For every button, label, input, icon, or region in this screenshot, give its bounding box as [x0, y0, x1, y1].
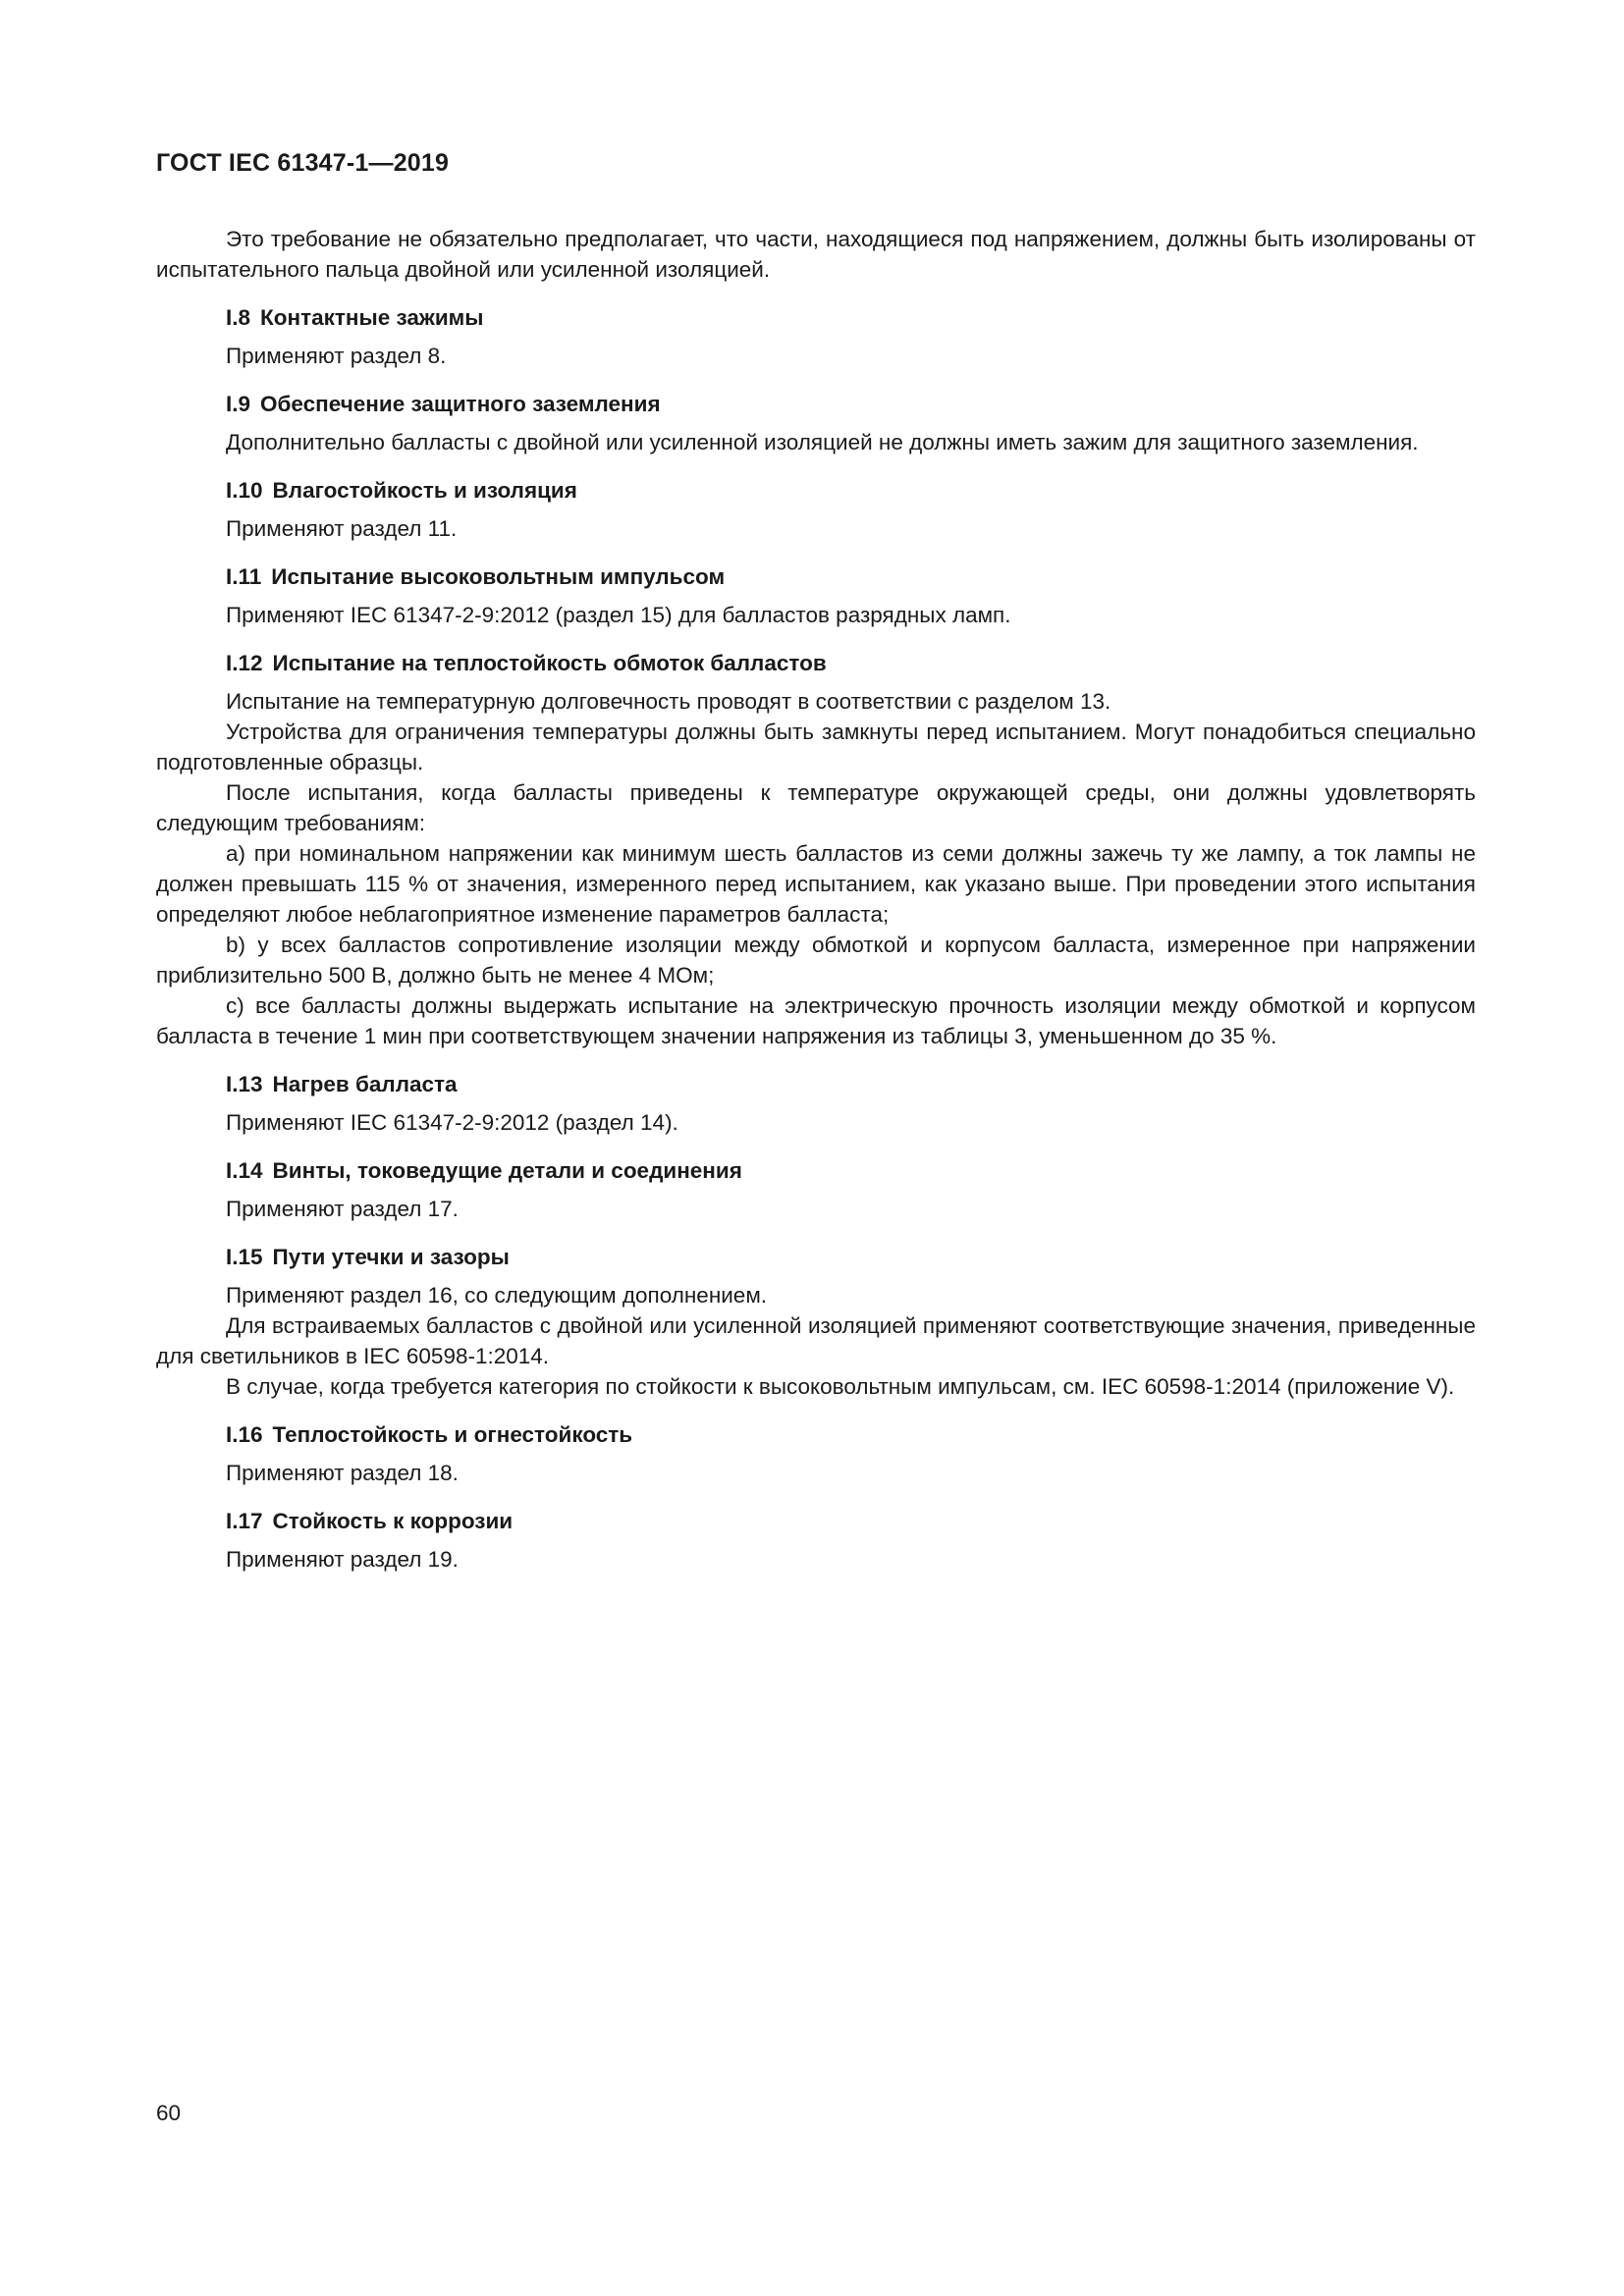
section-number: I.12	[226, 651, 263, 675]
document-body	[156, 224, 1476, 1575]
section-title: Нагрев балласта	[272, 1072, 458, 1096]
section-title: Теплостойкость и огнестойкость	[272, 1422, 633, 1447]
section-paragraph: Применяют IEC 61347-2-9:2012 (раздел 15) для балластов разрядных ламп.	[226, 603, 1011, 627]
section-heading	[156, 1506, 1476, 1536]
section-number: I.15	[226, 1245, 263, 1269]
intro-paragraph: Это требование не обязательно предполагает, что части, находящиеся под напряжением, должны быть изолированы от испытательного пальца двойной или усиленной изоляцией.	[156, 227, 1476, 282]
section-paragraph: b) у всех балластов сопротивление изоляции между обмоткой и корпусом балласта, измеренное при напряжении приблизительно 500 В, должно быть не менее 4 МОм;	[156, 933, 1476, 988]
section-paragraph: Применяют IEC 61347-2-9:2012 (раздел 14).	[226, 1110, 678, 1135]
section-number: I.17	[226, 1509, 263, 1533]
section-paragraph: Применяют раздел 11.	[226, 516, 458, 541]
section-heading	[156, 475, 1476, 506]
section-paragraph: a) при номинальном напряжении как минимум шесть балластов из семи должны зажечь ту же лампу, а ток лампы не должен превышать 115 % от значения, измеренного перед испытанием, как указано выше. При проведении этого испытания определяют любое неблагоприятное изменение параметров балласта;	[156, 841, 1476, 927]
section-title: Испытание высоковольтным импульсом	[271, 564, 726, 589]
section-paragraph: Применяют раздел 16, со следующим дополнением.	[226, 1283, 768, 1308]
section-title: Контактные зажимы	[260, 305, 484, 330]
section-paragraph: Применяют раздел 19.	[226, 1547, 459, 1572]
section-title: Обеспечение защитного заземления	[260, 392, 661, 416]
section-title: Влагостойкость и изоляция	[272, 478, 577, 503]
section-number: I.10	[226, 478, 263, 503]
section-title: Стойкость к коррозии	[272, 1509, 514, 1533]
section-paragraph: c) все балласты должны выдержать испытание на электрическую прочность изоляции между обмоткой и корпусом балласта в течение 1 мин при соответствующем значении напряжения из таблицы 3, уменьшенном до 35 %.	[156, 993, 1476, 1048]
section-number: I.16	[226, 1422, 263, 1447]
section-heading	[156, 561, 1476, 592]
section-heading	[156, 1155, 1476, 1186]
section-title: Пути утечки и зазоры	[272, 1245, 510, 1269]
section-number: I.13	[226, 1072, 263, 1096]
section-paragraph: Для встраиваемых балластов с двойной или усиленной изоляцией применяют соответствующие значения, приведенные для светильников в IEC 60598-1:2014.	[156, 1313, 1476, 1368]
section-heading	[156, 1069, 1476, 1099]
section-title: Испытание на теплостойкость обмоток балластов	[272, 651, 827, 675]
document-header: ГОСТ IEC 61347-1—2019	[156, 149, 450, 177]
section-paragraph: После испытания, когда балласты приведены к температуре окружающей среды, они должны удовлетворять следующим требованиям:	[156, 780, 1476, 835]
section-number: I.9	[226, 392, 251, 416]
section-paragraph: Применяют раздел 18.	[226, 1461, 459, 1485]
section-number: I.11	[226, 564, 262, 589]
page-number: 60	[156, 2101, 182, 2125]
section-heading	[156, 648, 1476, 678]
section-paragraph: Дополнительно балласты с двойной или усиленной изоляцией не должны иметь зажим для защитного заземления.	[226, 430, 1419, 454]
section-heading	[156, 389, 1476, 419]
section-heading	[156, 1419, 1476, 1450]
section-paragraph: Испытание на температурную долговечность проводят в соответствии с разделом 13.	[226, 689, 1111, 714]
section-heading	[156, 1242, 1476, 1272]
section-number: I.8	[226, 305, 251, 330]
section-paragraph: Применяют раздел 17.	[226, 1197, 459, 1221]
section-paragraph: Применяют раздел 8.	[226, 344, 447, 368]
section-title: Винты, токоведущие детали и соединения	[272, 1158, 742, 1183]
section-heading	[156, 302, 1476, 333]
section-paragraph: Устройства для ограничения температуры должны быть замкнуты перед испытанием. Могут понадобиться специально подготовленные образцы.	[156, 720, 1476, 774]
section-number: I.14	[226, 1158, 263, 1183]
section-paragraph: В случае, когда требуется категория по стойкости к высоковольтным импульсам, см. IEC 60598-1:2014 (приложение V).	[226, 1374, 1455, 1399]
